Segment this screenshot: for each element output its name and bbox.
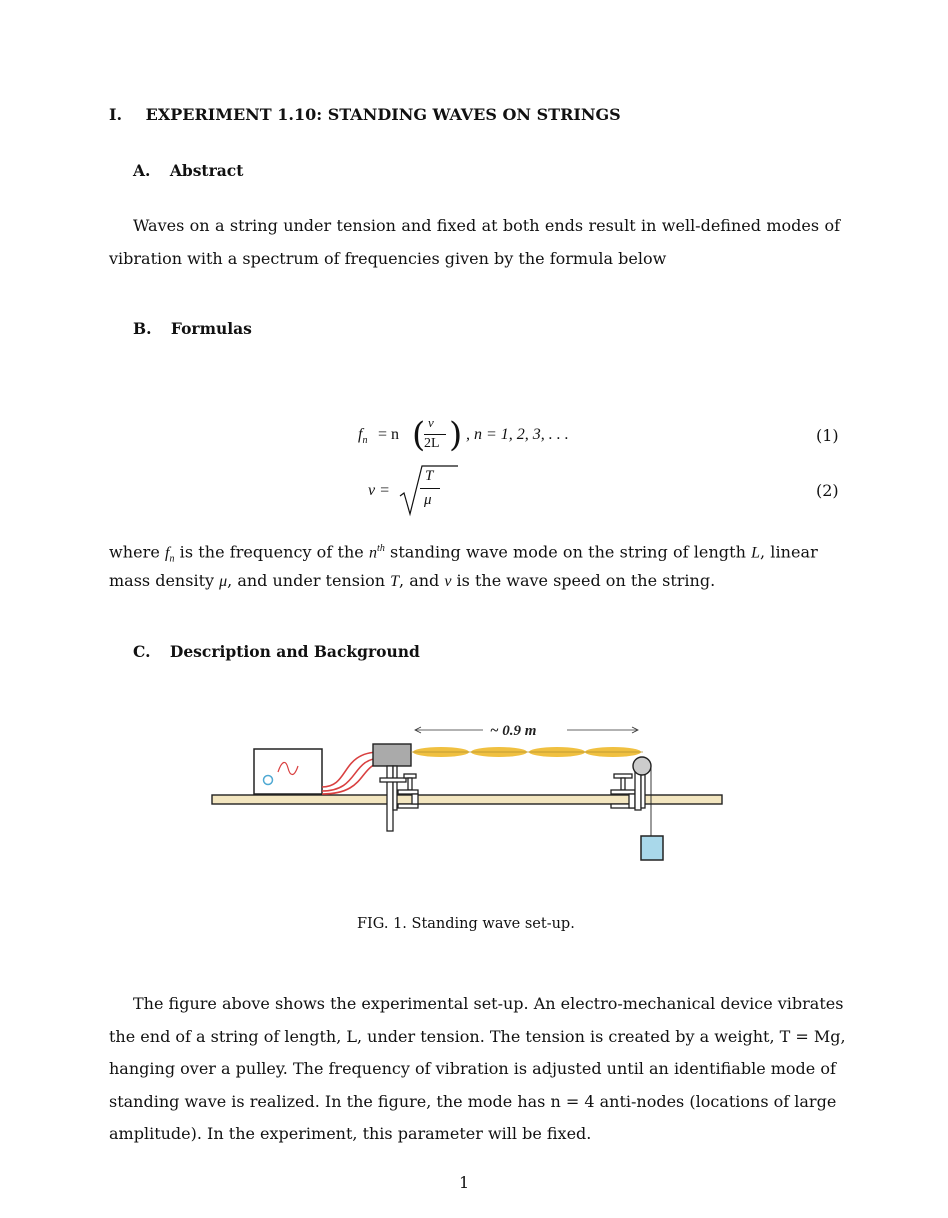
subsection-title: Formulas: [170, 319, 252, 338]
equation-2: [368, 464, 488, 518]
eq2-frac-den: μ: [424, 492, 432, 508]
paragraph-line: hanging over a pulley. The frequency of vibration is adjusted until an identifiable mode of: [109, 1059, 836, 1078]
abstract-text: Waves on a string under tension and fixed at both ends result in well-defined modes of vibration with a spectrum of frequencies given by the formula below: [109, 216, 840, 268]
subsection-label: B.: [133, 319, 152, 338]
eq2-number: (2): [816, 481, 839, 500]
subsection-label: C.: [133, 642, 151, 661]
eq1-equals: = n: [378, 426, 400, 443]
subsection-title: Description and Background: [169, 642, 420, 661]
standing-wave-setup-figure: [200, 712, 740, 872]
standing-wave: [411, 747, 643, 757]
pulley: [633, 757, 651, 775]
subsection-heading-formulas: [133, 319, 252, 338]
dimension-label: ~ 0.9 m: [490, 723, 537, 739]
subsection-title: Abstract: [169, 161, 244, 180]
eq1-frac-den: 2L: [424, 436, 440, 451]
section-title: EXPERIMENT 1.10: STANDING WAVES ON STRINGS: [145, 105, 621, 124]
eq1-number: (1): [816, 426, 839, 445]
eq2-frac-bar: [420, 488, 440, 489]
section-heading: [109, 105, 621, 124]
description-paragraph: [109, 988, 846, 1151]
eq2-frac-num: T: [425, 468, 434, 484]
eq1-right-paren: ): [449, 415, 463, 455]
paragraph-line: The figure above shows the experimental set-up. An electro-mechanical device vibrates: [133, 994, 844, 1013]
hanging-weight: [641, 836, 663, 860]
eq2-lhs: v =: [368, 482, 390, 499]
paragraph-line: the end of a string of length, L, under tension. The tension is created by a weight, T = Mg,: [109, 1026, 846, 1046]
section-number: I.: [109, 105, 123, 124]
eq1-frac-bar: [424, 434, 446, 435]
page-number: 1: [459, 1173, 470, 1192]
equation-1: [358, 412, 618, 462]
eq1-frac-num: v: [428, 415, 434, 430]
subsection-label: A.: [133, 161, 151, 180]
subsection-heading-description: [133, 642, 420, 661]
subsection-heading-abstract: [133, 161, 243, 180]
where-line-2: mass density μ, and under tension T, and v is the wave speed on the string.: [109, 571, 716, 590]
eq1-left-paren: (: [412, 415, 426, 455]
vibrator-device: [373, 744, 411, 766]
paragraph-line: standing wave is realized. In the figure, the mode has n = 4 anti-nodes (locations of large: [109, 1091, 837, 1111]
figure-caption: FIG. 1. Standing wave set-up.: [357, 916, 575, 932]
paragraph-line: amplitude). In the experiment, this parameter will be fixed.: [109, 1124, 592, 1143]
signal-generator: [254, 749, 322, 794]
eq1-lhs: $f_n$: [358, 426, 368, 447]
where-line-1: where $f_n$ is the frequency of the $n^{th}$ standing wave mode on the string of length L, linear: [109, 542, 818, 565]
eq1-tail: , n = 1, 2, 3, . . .: [466, 426, 569, 443]
